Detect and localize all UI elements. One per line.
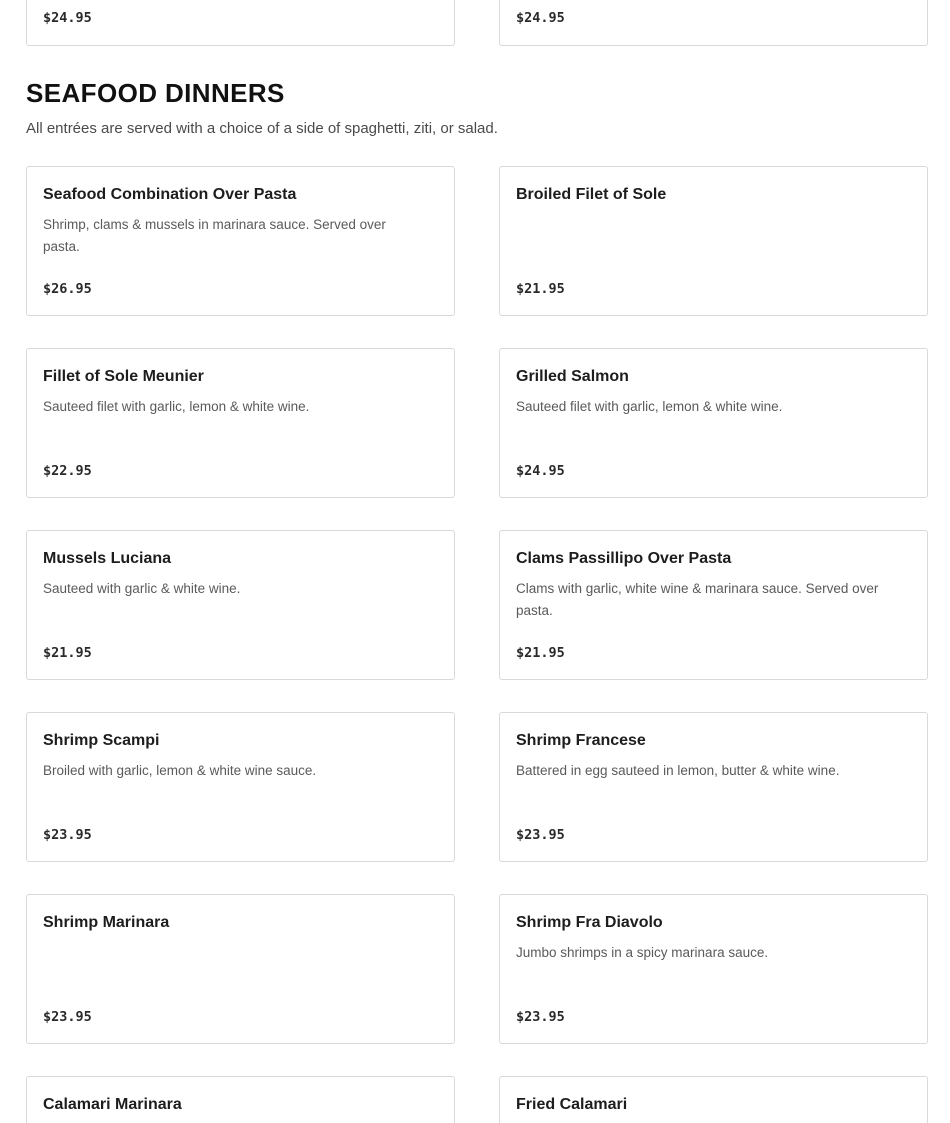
menu-item-name: Shrimp Scampi (43, 732, 160, 749)
menu-item-description: Clams with garlic, white wine & marinara sauce. Served over pasta. (516, 581, 879, 618)
menu-item-name: Calamari Marinara (43, 1096, 182, 1113)
menu-item-name: Shrimp Fra Diavolo (516, 914, 663, 931)
menu-item-price: $22.95 (43, 463, 92, 479)
menu-item-name: Grilled Salmon (516, 368, 629, 385)
menu-item-card[interactable] (26, 894, 455, 1044)
menu-item-card[interactable] (499, 0, 928, 46)
menu-item-card[interactable] (26, 530, 455, 680)
menu-item-description: Shrimp, clams & mussels in marinara sauce. Served over pasta. (43, 217, 386, 254)
menu-item-description: Sauteed with garlic & white wine. (43, 581, 241, 596)
menu-item-card[interactable] (499, 530, 928, 680)
menu-item-description: Jumbo shrimps in a spicy marinara sauce. (516, 945, 769, 960)
section-subtitle: All entrées are served with a choice of a side of spaghetti, ziti, or salad. (26, 120, 498, 137)
menu-item-card[interactable] (499, 712, 928, 862)
menu-item-price: $23.95 (43, 827, 92, 843)
menu-item-name: Fried Calamari (516, 1096, 628, 1113)
menu-item-card[interactable] (26, 712, 455, 862)
menu-item-price: $24.95 (516, 10, 565, 26)
menu-item-name: Mussels Luciana (43, 550, 172, 567)
menu-item-name: Broiled Filet of Sole (516, 186, 667, 203)
menu-item-name: Shrimp Marinara (43, 914, 170, 931)
menu-item-price: $21.95 (43, 645, 92, 661)
menu-item-price: $26.95 (43, 281, 92, 297)
menu-item-card[interactable] (26, 348, 455, 498)
menu-item-price: $21.95 (516, 281, 565, 297)
menu-item-card[interactable] (26, 0, 455, 46)
menu-item-description: Battered in egg sauteed in lemon, butter & white wine. (516, 763, 840, 778)
menu-item-card[interactable] (26, 166, 455, 316)
menu-item-description: Broiled with garlic, lemon & white wine sauce. (43, 763, 317, 778)
menu-item-name: Fillet of Sole Meunier (43, 368, 204, 385)
menu-item-card[interactable] (499, 166, 928, 316)
menu-item-description: Sauteed filet with garlic, lemon & white wine. (516, 399, 783, 414)
menu-item-price: $23.95 (516, 827, 565, 843)
menu-item-card[interactable] (499, 894, 928, 1044)
menu-item-name: Seafood Combination Over Pasta (43, 186, 297, 203)
menu-item-price: $21.95 (516, 645, 565, 661)
menu-item-card[interactable] (499, 1076, 928, 1123)
section-title: SEAFOOD DINNERS (26, 78, 285, 108)
menu-item-name: Clams Passillipo Over Pasta (516, 550, 732, 567)
menu-item-description: Sauteed filet with garlic, lemon & white wine. (43, 399, 310, 414)
menu-item-price: $23.95 (43, 1009, 92, 1025)
menu-item-card[interactable] (499, 348, 928, 498)
menu-item-name: Shrimp Francese (516, 732, 646, 749)
menu-item-price: $24.95 (43, 10, 92, 26)
menu-item-price: $23.95 (516, 1009, 565, 1025)
menu-item-card[interactable] (26, 1076, 455, 1123)
menu-item-price: $24.95 (516, 463, 565, 479)
